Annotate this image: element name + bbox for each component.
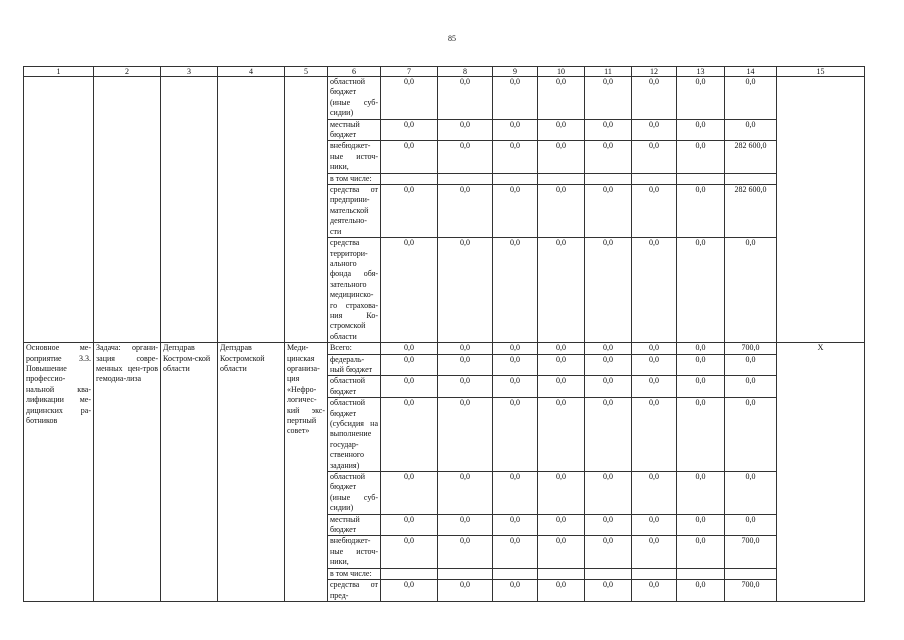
value-cell: 0,0 bbox=[585, 580, 632, 602]
value-cell: 0,0 bbox=[585, 472, 632, 515]
header-cell: 10 bbox=[538, 67, 585, 77]
value-cell: 0,0 bbox=[585, 398, 632, 472]
value-cell: 0,0 bbox=[381, 77, 438, 120]
value-cell: 0,0 bbox=[538, 354, 585, 376]
value-cell: 0,0 bbox=[725, 514, 777, 536]
header-cell: 6 bbox=[328, 67, 381, 77]
value-cell: 700,0 bbox=[725, 343, 777, 354]
value-cell: 0,0 bbox=[677, 376, 725, 398]
row-label: в том числе: bbox=[328, 173, 381, 184]
value-cell: 0,0 bbox=[438, 580, 493, 602]
value-cell bbox=[585, 173, 632, 184]
value-cell bbox=[585, 568, 632, 579]
value-cell: 0,0 bbox=[493, 472, 538, 515]
value-cell: 0,0 bbox=[493, 376, 538, 398]
value-cell: 0,0 bbox=[725, 472, 777, 515]
value-cell: 0,0 bbox=[538, 141, 585, 173]
value-cell: 0,0 bbox=[493, 141, 538, 173]
value-cell: 0,0 bbox=[438, 141, 493, 173]
value-cell bbox=[438, 173, 493, 184]
value-cell: 700,0 bbox=[725, 536, 777, 568]
value-cell: 0,0 bbox=[438, 376, 493, 398]
row-label: областной бюджет (иные суб-сидии) bbox=[328, 77, 381, 120]
blank-cell-col2 bbox=[94, 77, 161, 343]
value-cell: 0,0 bbox=[585, 343, 632, 354]
value-cell: 0,0 bbox=[381, 514, 438, 536]
header-cell: 2 bbox=[94, 67, 161, 77]
header-cell: 13 bbox=[677, 67, 725, 77]
value-cell: 0,0 bbox=[585, 376, 632, 398]
row-label: областной бюджет bbox=[328, 376, 381, 398]
value-cell bbox=[381, 568, 438, 579]
value-cell: 0,0 bbox=[632, 119, 677, 141]
value-cell: 0,0 bbox=[725, 376, 777, 398]
value-cell: 0,0 bbox=[585, 141, 632, 173]
value-cell: 0,0 bbox=[677, 343, 725, 354]
value-cell: 0,0 bbox=[493, 77, 538, 120]
blank-cell-col1 bbox=[24, 77, 94, 343]
value-cell: 0,0 bbox=[493, 343, 538, 354]
value-cell: 0,0 bbox=[538, 185, 585, 238]
header-cell: 15 bbox=[777, 67, 865, 77]
value-cell: 0,0 bbox=[632, 185, 677, 238]
value-cell: 0,0 bbox=[538, 119, 585, 141]
header-cell: 4 bbox=[218, 67, 285, 77]
value-cell: 0,0 bbox=[493, 238, 538, 343]
row-label: местный бюджет bbox=[328, 514, 381, 536]
page-number: 85 bbox=[448, 34, 456, 43]
value-cell: 0,0 bbox=[438, 514, 493, 536]
value-cell: 0,0 bbox=[632, 580, 677, 602]
row-label: внебюджет-ные источ-ники, bbox=[328, 141, 381, 173]
value-cell: 0,0 bbox=[438, 536, 493, 568]
header-cell: 3 bbox=[161, 67, 218, 77]
responsible-executor-cell: Депздрав Костром-ской области bbox=[161, 343, 218, 602]
value-cell: 0,0 bbox=[632, 343, 677, 354]
value-cell: 0,0 bbox=[438, 119, 493, 141]
row-label: местный бюджет bbox=[328, 119, 381, 141]
header-cell: 8 bbox=[438, 67, 493, 77]
value-cell bbox=[493, 568, 538, 579]
value-cell: 0,0 bbox=[381, 398, 438, 472]
value-cell bbox=[381, 173, 438, 184]
value-cell: 0,0 bbox=[381, 354, 438, 376]
value-cell: 0,0 bbox=[381, 343, 438, 354]
value-cell: 0,0 bbox=[438, 77, 493, 120]
value-cell: 0,0 bbox=[538, 238, 585, 343]
value-cell: 0,0 bbox=[381, 472, 438, 515]
value-cell: 0,0 bbox=[585, 185, 632, 238]
value-cell: 0,0 bbox=[438, 343, 493, 354]
value-cell: 0,0 bbox=[632, 141, 677, 173]
header-cell: 9 bbox=[493, 67, 538, 77]
row-label: средства территори-ального фонда обя-зательного медицинско-го страхова-ния Ко-стромской области bbox=[328, 238, 381, 343]
value-cell: 0,0 bbox=[677, 238, 725, 343]
value-cell: 0,0 bbox=[632, 536, 677, 568]
value-cell: 0,0 bbox=[538, 536, 585, 568]
value-cell bbox=[725, 568, 777, 579]
row-label: областной бюджет (иные суб-сидии) bbox=[328, 472, 381, 515]
value-cell: 0,0 bbox=[677, 185, 725, 238]
column-15-mark: X bbox=[777, 343, 865, 602]
value-cell: 0,0 bbox=[725, 354, 777, 376]
value-cell: 0,0 bbox=[725, 119, 777, 141]
value-cell: 0,0 bbox=[438, 354, 493, 376]
value-cell: 0,0 bbox=[493, 514, 538, 536]
value-cell bbox=[677, 568, 725, 579]
value-cell: 0,0 bbox=[381, 141, 438, 173]
blank-cell-col4 bbox=[218, 77, 285, 343]
table-row bbox=[24, 343, 865, 354]
task-cell: Задача: органи-зация совре-менных цен-тров гемодиа-лиза bbox=[94, 343, 161, 602]
value-cell: 0,0 bbox=[632, 238, 677, 343]
header-cell: 5 bbox=[285, 67, 328, 77]
value-cell: 0,0 bbox=[725, 77, 777, 120]
value-cell bbox=[538, 568, 585, 579]
value-cell: 0,0 bbox=[632, 514, 677, 536]
value-cell: 0,0 bbox=[677, 354, 725, 376]
value-cell: 0,0 bbox=[538, 514, 585, 536]
header-cell: 7 bbox=[381, 67, 438, 77]
header-cell: 1 bbox=[24, 67, 94, 77]
value-cell: 282 600,0 bbox=[725, 141, 777, 173]
value-cell: 0,0 bbox=[585, 238, 632, 343]
value-cell: 0,0 bbox=[677, 514, 725, 536]
event-name-cell: Основное ме-роприятие 3.3. Повышение профессио-нальной ква-лификации ме-дицинских ра-ботников bbox=[24, 343, 94, 602]
value-cell: 0,0 bbox=[632, 77, 677, 120]
value-cell bbox=[438, 568, 493, 579]
value-cell bbox=[725, 173, 777, 184]
blank-cell-col15 bbox=[777, 77, 865, 343]
value-cell: 0,0 bbox=[381, 238, 438, 343]
value-cell: 0,0 bbox=[538, 580, 585, 602]
value-cell bbox=[677, 173, 725, 184]
value-cell: 0,0 bbox=[493, 119, 538, 141]
value-cell: 0,0 bbox=[538, 77, 585, 120]
value-cell: 0,0 bbox=[585, 536, 632, 568]
header-cell: 11 bbox=[585, 67, 632, 77]
value-cell: 0,0 bbox=[585, 354, 632, 376]
coexecutor-cell: Депздрав Костромской области bbox=[218, 343, 285, 602]
value-cell: 700,0 bbox=[725, 580, 777, 602]
value-cell: 0,0 bbox=[677, 580, 725, 602]
table-row bbox=[24, 77, 865, 120]
row-label: в том числе: bbox=[328, 568, 381, 579]
value-cell: 0,0 bbox=[438, 238, 493, 343]
row-label: областной бюджет (субсидия на выполнение государ-ственного задания) bbox=[328, 398, 381, 472]
blank-cell-col3 bbox=[161, 77, 218, 343]
value-cell bbox=[493, 173, 538, 184]
value-cell: 0,0 bbox=[632, 472, 677, 515]
value-cell: 0,0 bbox=[585, 119, 632, 141]
value-cell: 0,0 bbox=[538, 343, 585, 354]
value-cell: 0,0 bbox=[493, 580, 538, 602]
value-cell: 0,0 bbox=[677, 472, 725, 515]
value-cell: 0,0 bbox=[677, 119, 725, 141]
value-cell bbox=[538, 173, 585, 184]
value-cell: 0,0 bbox=[381, 580, 438, 602]
value-cell: 0,0 bbox=[381, 536, 438, 568]
value-cell bbox=[632, 568, 677, 579]
value-cell: 0,0 bbox=[381, 119, 438, 141]
participant-cell: Меди-цинская организа-ция «Нефро-логичес-кий экс-пертный совет» bbox=[285, 343, 328, 602]
row-label: внебюджет-ные источ-ники, bbox=[328, 536, 381, 568]
row-label: средства от предприни-мательской деятельно-сти bbox=[328, 185, 381, 238]
value-cell: 0,0 bbox=[677, 536, 725, 568]
value-cell: 0,0 bbox=[538, 398, 585, 472]
value-cell: 0,0 bbox=[438, 185, 493, 238]
value-cell: 0,0 bbox=[725, 398, 777, 472]
row-label: Всего: bbox=[328, 343, 381, 354]
value-cell: 0,0 bbox=[677, 398, 725, 472]
row-label: средства от пред- bbox=[328, 580, 381, 602]
value-cell: 0,0 bbox=[677, 77, 725, 120]
value-cell: 0,0 bbox=[585, 514, 632, 536]
value-cell: 0,0 bbox=[493, 398, 538, 472]
value-cell: 0,0 bbox=[438, 398, 493, 472]
value-cell: 0,0 bbox=[632, 354, 677, 376]
blank-cell-col5 bbox=[285, 77, 328, 343]
header-row bbox=[24, 67, 865, 77]
value-cell: 282 600,0 bbox=[725, 185, 777, 238]
value-cell: 0,0 bbox=[677, 141, 725, 173]
value-cell: 0,0 bbox=[585, 77, 632, 120]
value-cell: 0,0 bbox=[381, 376, 438, 398]
value-cell bbox=[632, 173, 677, 184]
value-cell: 0,0 bbox=[632, 398, 677, 472]
header-cell: 12 bbox=[632, 67, 677, 77]
value-cell: 0,0 bbox=[381, 185, 438, 238]
value-cell: 0,0 bbox=[438, 472, 493, 515]
header-cell: 14 bbox=[725, 67, 777, 77]
value-cell: 0,0 bbox=[538, 376, 585, 398]
value-cell: 0,0 bbox=[493, 354, 538, 376]
value-cell: 0,0 bbox=[725, 238, 777, 343]
value-cell: 0,0 bbox=[538, 472, 585, 515]
budget-table bbox=[23, 66, 865, 602]
value-cell: 0,0 bbox=[493, 185, 538, 238]
row-label: федераль-ный бюджет bbox=[328, 354, 381, 376]
value-cell: 0,0 bbox=[493, 536, 538, 568]
value-cell: 0,0 bbox=[632, 376, 677, 398]
